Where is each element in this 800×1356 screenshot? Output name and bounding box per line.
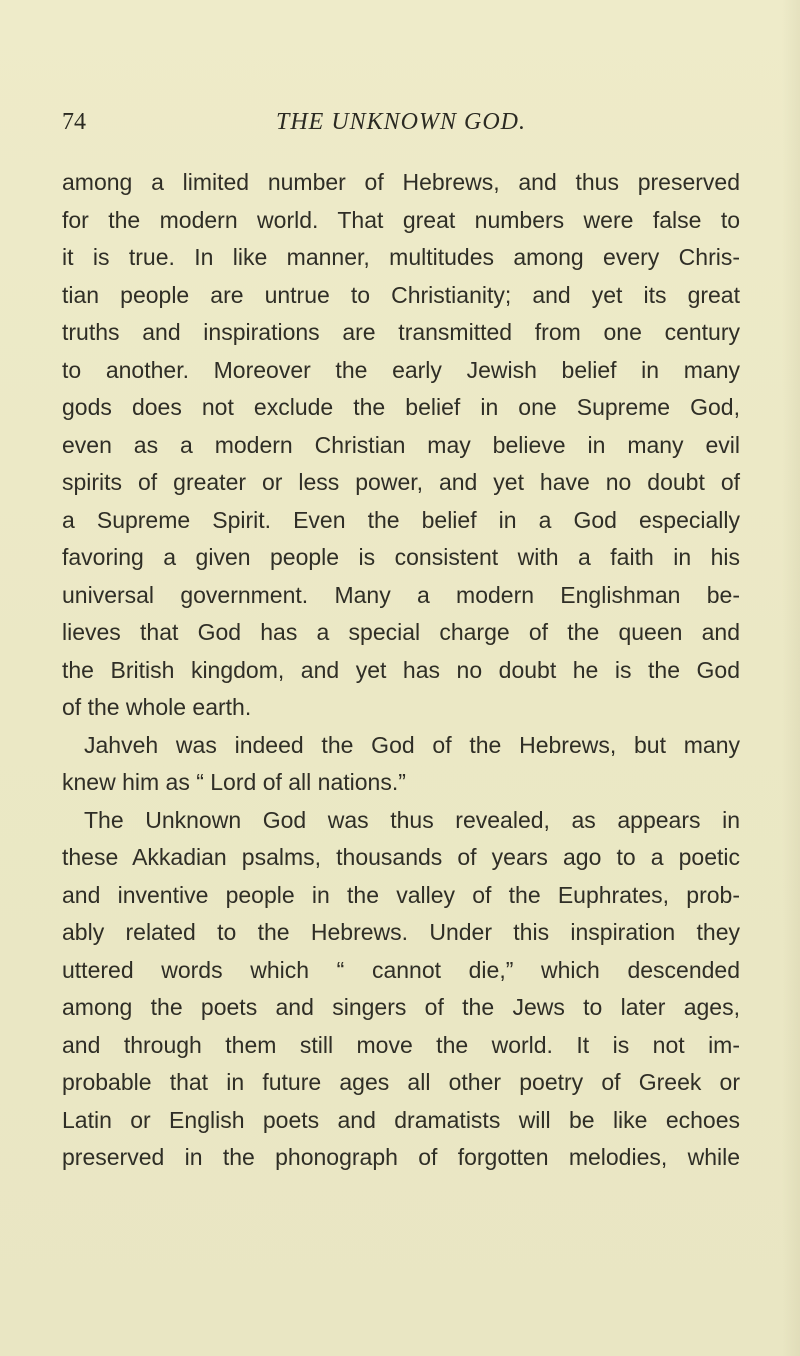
text-line: to another. Moreover the early Jewish belief in many: [62, 356, 740, 383]
text-line: gods does not exclude the belief in one Supreme God,: [62, 394, 740, 420]
text-line: knew him as “ Lord of all nations.”: [62, 769, 406, 795]
text-line: among the poets and singers of the Jews to later ages,: [62, 994, 740, 1020]
text-line: and inventive people in the valley of the Euphrates, prob-: [62, 881, 740, 908]
page-edge-shadow: [782, 0, 800, 1356]
text-line: uttered words which “ cannot die,” which descended: [62, 956, 740, 983]
page-number: 74: [62, 109, 86, 135]
body-text: [62, 164, 740, 1177]
text-line: preserved in the phonograph of forgotten melodies, while: [62, 1144, 740, 1170]
text-line: a Supreme Spirit. Even the belief in a God especially: [62, 506, 740, 533]
running-title: THE UNKNOWN GOD.: [275, 109, 527, 135]
text-line: ably related to the Hebrews. Under this inspiration they: [62, 919, 740, 945]
text-line: the British kingdom, and yet has no doubt he is the God: [62, 656, 740, 683]
text-line: The Unknown God was thus revealed, as appears in: [84, 806, 740, 833]
text-line: it is true. In like manner, multitudes among every Chris-: [62, 244, 740, 270]
text-line: probable that in future ages all other poetry of Greek or: [62, 1069, 740, 1095]
text-line: these Akkadian psalms, thousands of years ago to a poetic: [62, 844, 740, 870]
text-line: favoring a given people is consistent with a faith in his: [62, 544, 740, 570]
text-line: for the modern world. That great numbers were false to: [62, 206, 740, 233]
text-line: among a limited number of Hebrews, and thus preserved: [62, 169, 740, 195]
running-head: [62, 104, 740, 140]
text-line: and through them still move the world. It is not im-: [62, 1031, 740, 1058]
text-line: of the whole earth.: [62, 694, 252, 720]
text-line: Jahveh was indeed the God of the Hebrews, but many: [84, 731, 740, 758]
text-line: Latin or English poets and dramatists will be like echoes: [62, 1106, 740, 1133]
text-line: spirits of greater or less power, and yet have no doubt of: [62, 469, 740, 495]
text-line: even as a modern Christian may believe in many evil: [62, 431, 740, 458]
text-line: truths and inspirations are transmitted from one century: [62, 319, 740, 345]
text-line: tian people are untrue to Christianity; and yet its great: [62, 281, 740, 308]
text-line: universal government. Many a modern Englishman be-: [62, 581, 740, 608]
text-line: lieves that God has a special charge of the queen and: [62, 619, 740, 645]
